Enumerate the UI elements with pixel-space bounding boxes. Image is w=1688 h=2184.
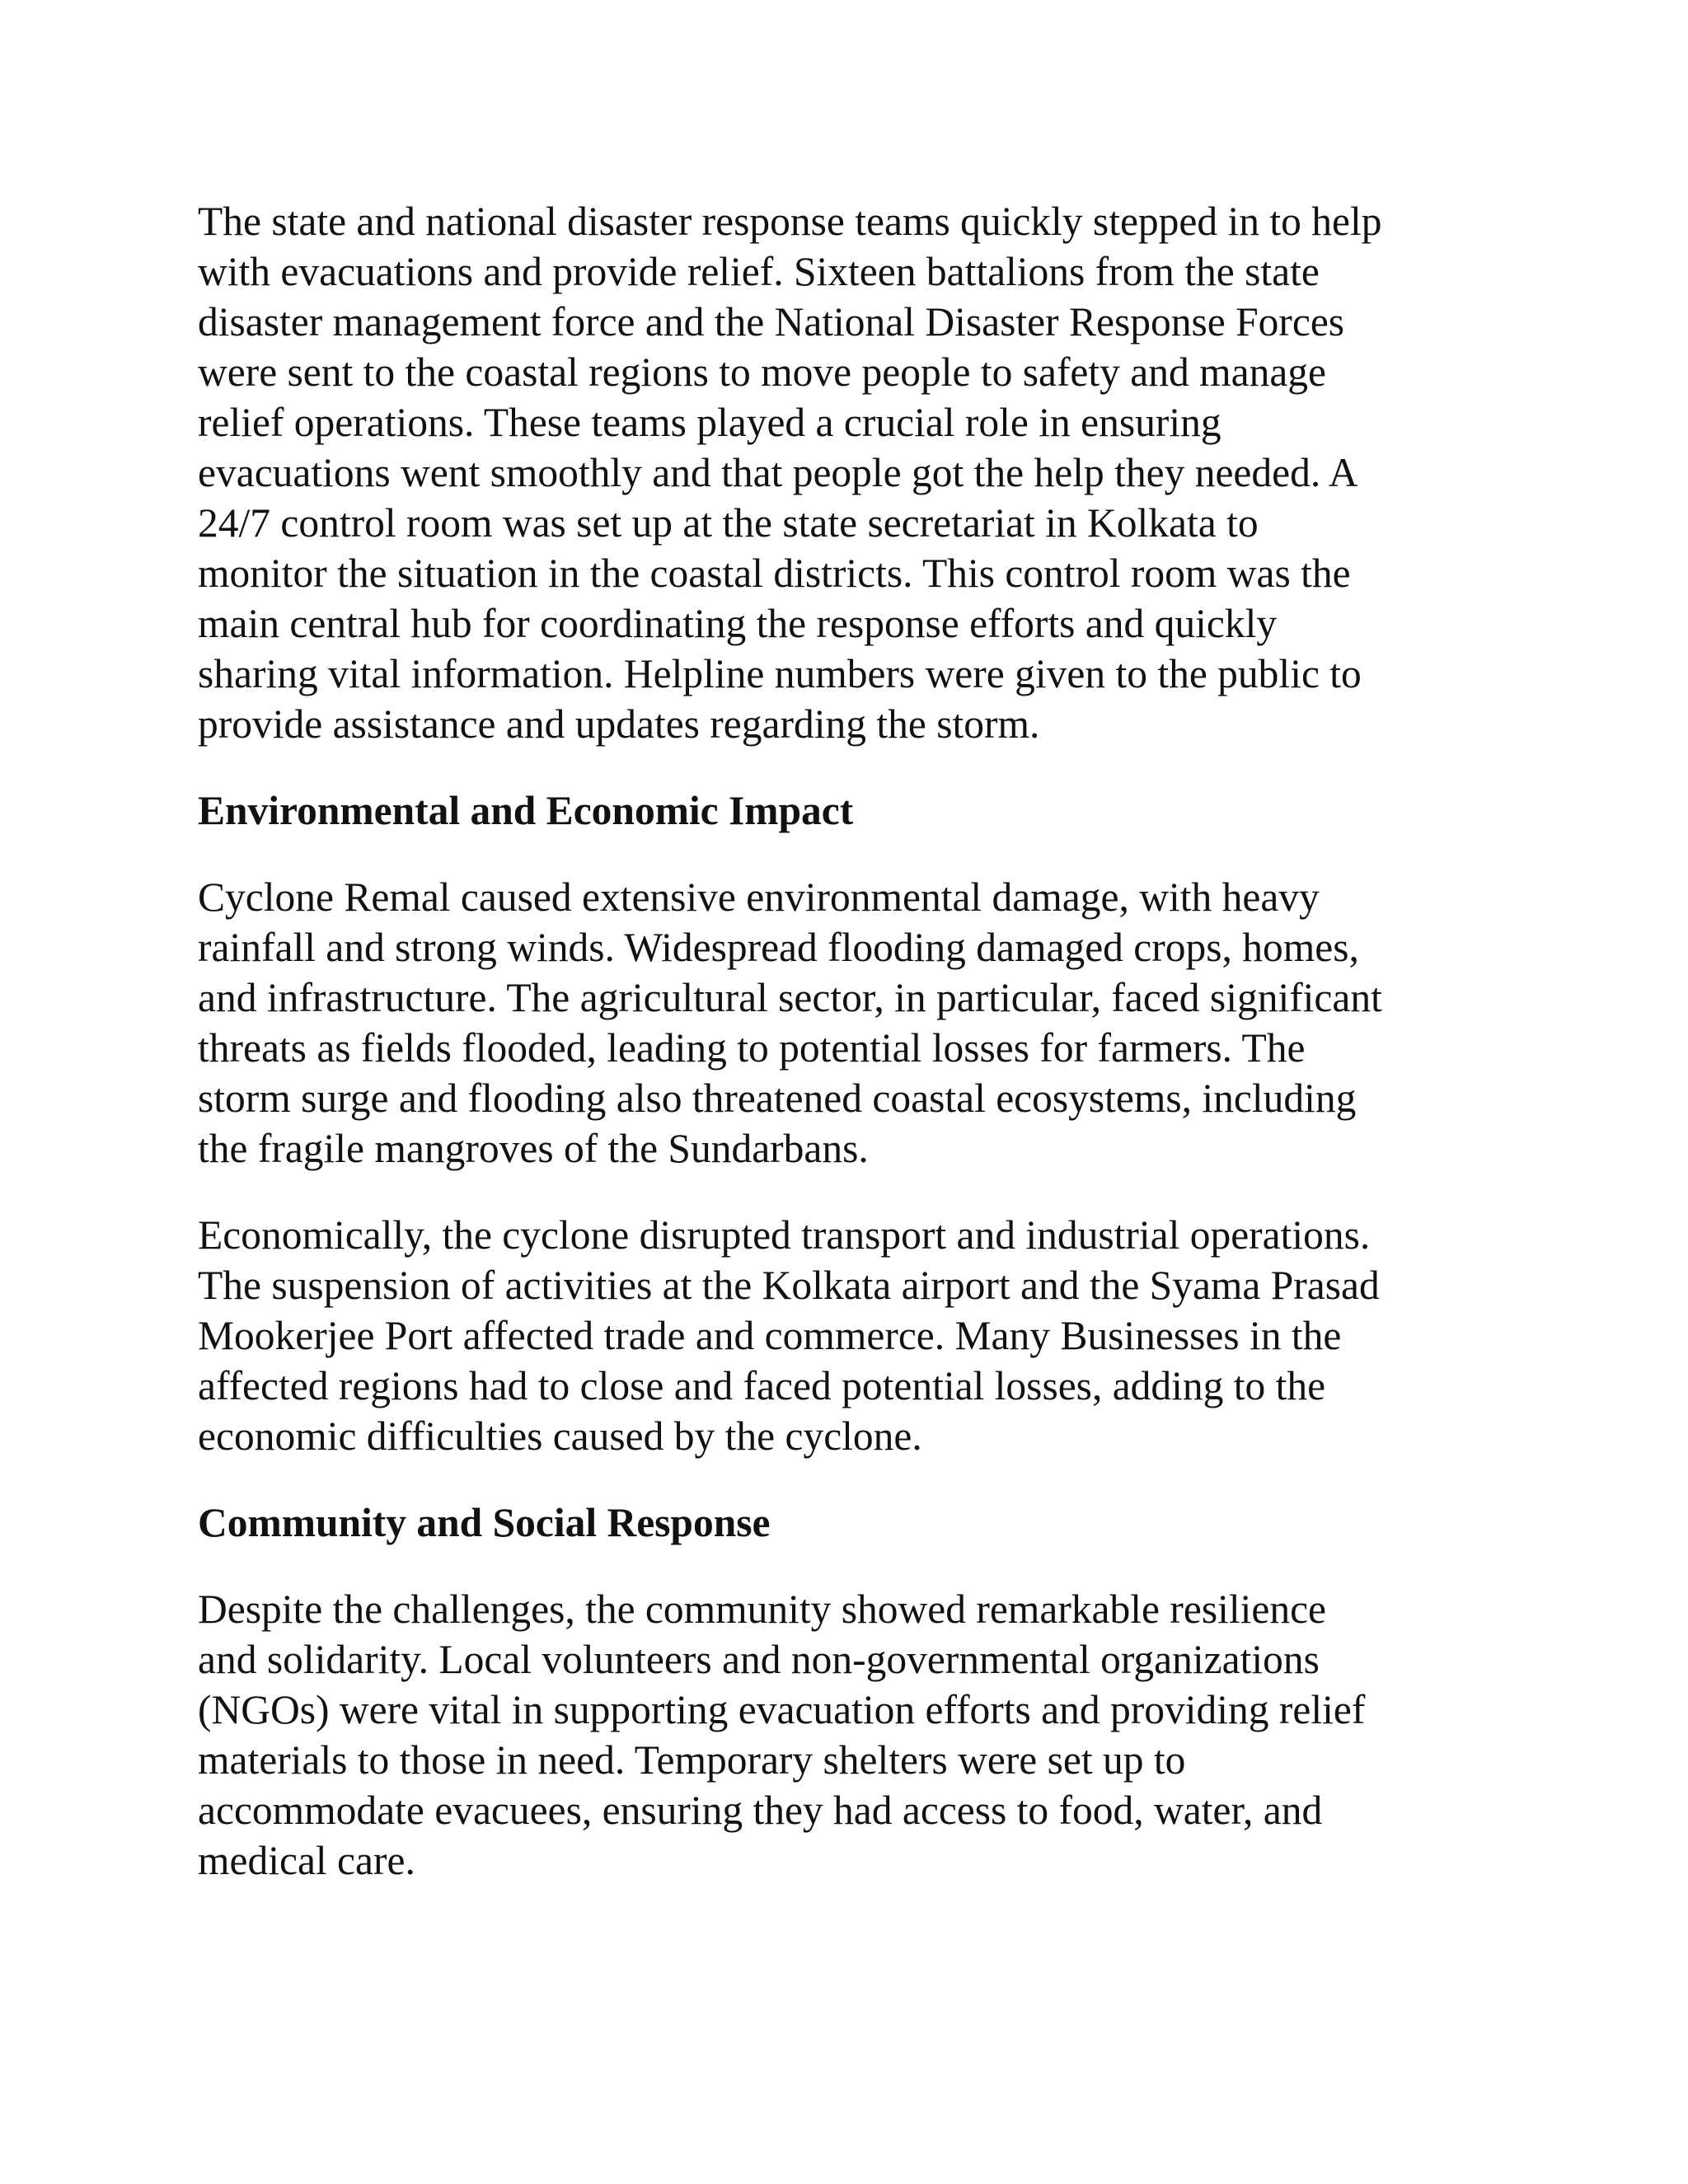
- text-line: Mookerjee Port affected trade and commerce. Many Businesses in the: [198, 1313, 1342, 1358]
- document-body: [198, 196, 1500, 1886]
- text-line: with evacuations and provide relief. Sixteen battalions from the state: [198, 249, 1320, 294]
- text-line: affected regions had to close and faced potential losses, adding to the: [198, 1363, 1326, 1408]
- text-line: rainfall and strong winds. Widespread flooding damaged crops, homes,: [198, 925, 1359, 970]
- text-line: The suspension of activities at the Kolkata airport and the Syama Prasad: [198, 1263, 1380, 1308]
- heading-environmental-economic-impact: Environmental and Economic Impact: [198, 788, 854, 833]
- text-line: (NGOs) were vital in supporting evacuation efforts and providing relief: [198, 1687, 1366, 1732]
- text-line: provide assistance and updates regarding the storm.: [198, 701, 1040, 747]
- text-line: sharing vital information. Helpline numbers were given to the public to: [198, 651, 1362, 696]
- paragraph-environmental-damage: [198, 872, 1500, 1174]
- text-line: Cyclone Remal caused extensive environmental damage, with heavy: [198, 874, 1320, 920]
- text-line: threats as fields flooded, leading to potential losses for farmers. The: [198, 1025, 1306, 1071]
- text-line: the fragile mangroves of the Sundarbans.: [198, 1126, 869, 1171]
- text-line: relief operations. These teams played a crucial role in ensuring: [198, 400, 1221, 445]
- text-line: evacuations went smoothly and that people got the help they needed. A: [198, 450, 1358, 495]
- spacer: [198, 1461, 1500, 1497]
- paragraph-economic-impact: [198, 1210, 1500, 1461]
- text-line: materials to those in need. Temporary shelters were set up to: [198, 1737, 1186, 1783]
- text-line: main central hub for coordinating the response efforts and quickly: [198, 601, 1278, 646]
- spacer: [198, 749, 1500, 785]
- text-line: Despite the challenges, the community showed remarkable resilience: [198, 1586, 1327, 1632]
- text-line: disaster management force and the National Disaster Response Forces: [198, 299, 1345, 344]
- spacer: [198, 836, 1500, 872]
- text-line: and infrastructure. The agricultural sector, in particular, faced significant: [198, 975, 1382, 1020]
- text-line: economic difficulties caused by the cyclone.: [198, 1413, 922, 1459]
- paragraph-community-response: [198, 1584, 1500, 1886]
- heading-community-social-response: Community and Social Response: [198, 1500, 771, 1545]
- spacer: [198, 1174, 1500, 1210]
- text-line: medical care.: [198, 1838, 415, 1883]
- spacer: [198, 1548, 1500, 1584]
- text-line: and solidarity. Local volunteers and non-governmental organizations: [198, 1637, 1320, 1682]
- text-line: accommodate evacuees, ensuring they had access to food, water, and: [198, 1788, 1323, 1833]
- text-line: monitor the situation in the coastal districts. This control room was the: [198, 551, 1351, 596]
- text-line: 24/7 control room was set up at the state secretariat in Kolkata to: [198, 500, 1259, 546]
- text-line: were sent to the coastal regions to move people to safety and manage: [198, 349, 1327, 395]
- text-line: storm surge and flooding also threatened coastal ecosystems, including: [198, 1076, 1357, 1121]
- paragraph-disaster-response: [198, 196, 1500, 749]
- text-line: The state and national disaster response teams quickly stepped in to help: [198, 199, 1382, 244]
- text-line: Economically, the cyclone disrupted transport and industrial operations.: [198, 1212, 1371, 1258]
